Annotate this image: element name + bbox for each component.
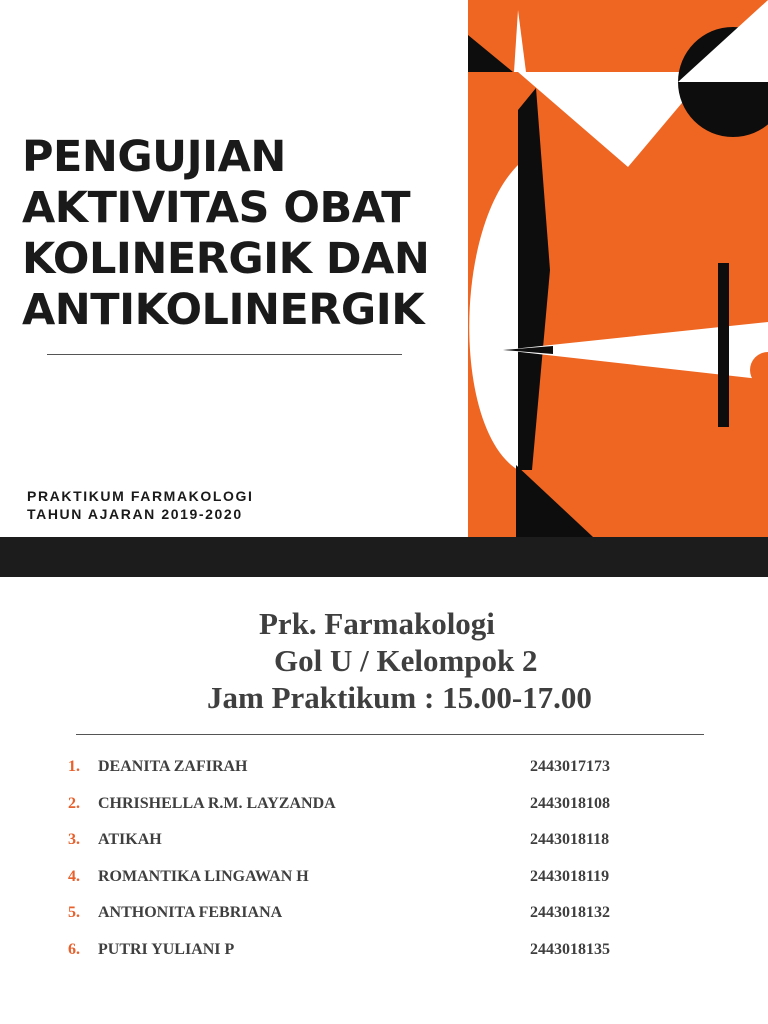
member-row <box>0 795 768 832</box>
cover-title <box>22 132 462 336</box>
member-number: 1. <box>68 758 80 775</box>
member-name: ANTHONITA FEBRIANA <box>98 904 283 922</box>
subtitle-line: PRAKTIKUM FARMAKOLOGI <box>27 488 254 504</box>
title-divider <box>47 354 402 355</box>
heading-line: Prk. Farmakologi <box>259 606 495 641</box>
member-number: 4. <box>68 867 80 885</box>
member-nim: 2443017173 <box>530 758 610 775</box>
member-number: 6. <box>68 940 80 958</box>
subtitle-line: TAHUN AJARAN 2019-2020 <box>27 506 243 522</box>
member-name: CHRISHELLA R.M. LAYZANDA <box>98 794 336 812</box>
title-line: KOLINERGIK DAN <box>22 234 430 284</box>
member-number: 5. <box>68 904 80 922</box>
member-row <box>0 758 768 795</box>
list-divider <box>76 734 704 735</box>
heading-line: Jam Praktikum : 15.00-17.00 <box>207 680 592 715</box>
group-slide <box>0 577 768 1024</box>
member-nim: 2443018132 <box>530 904 610 922</box>
title-line: ANTIKOLINERGIK <box>22 285 425 335</box>
group-heading <box>0 605 768 716</box>
member-nim: 2443018118 <box>530 831 610 849</box>
member-name: ROMANTIKA LINGAWAN H <box>98 867 309 885</box>
member-number: 3. <box>68 831 80 849</box>
cover-subtitle <box>27 487 253 523</box>
slide-separator-band <box>0 537 768 577</box>
title-line: PENGUJIAN <box>22 132 286 182</box>
member-row <box>0 941 768 978</box>
member-nim: 2443018108 <box>530 794 610 812</box>
member-list <box>0 758 768 978</box>
heading-line: Gol U / Kelompok 2 <box>274 643 538 678</box>
art-black-vertical-bar <box>718 263 729 427</box>
member-nim: 2443018119 <box>530 867 610 885</box>
title-line: AKTIVITAS OBAT <box>22 183 411 233</box>
abstract-art-image <box>468 0 768 537</box>
member-row <box>0 868 768 905</box>
member-name: DEANITA ZAFIRAH <box>98 758 248 775</box>
member-number: 2. <box>68 794 80 812</box>
member-name: PUTRI YULIANI P <box>98 940 235 958</box>
member-row <box>0 831 768 868</box>
member-nim: 2443018135 <box>530 940 610 958</box>
member-row <box>0 904 768 941</box>
member-name: ATIKAH <box>98 831 162 849</box>
